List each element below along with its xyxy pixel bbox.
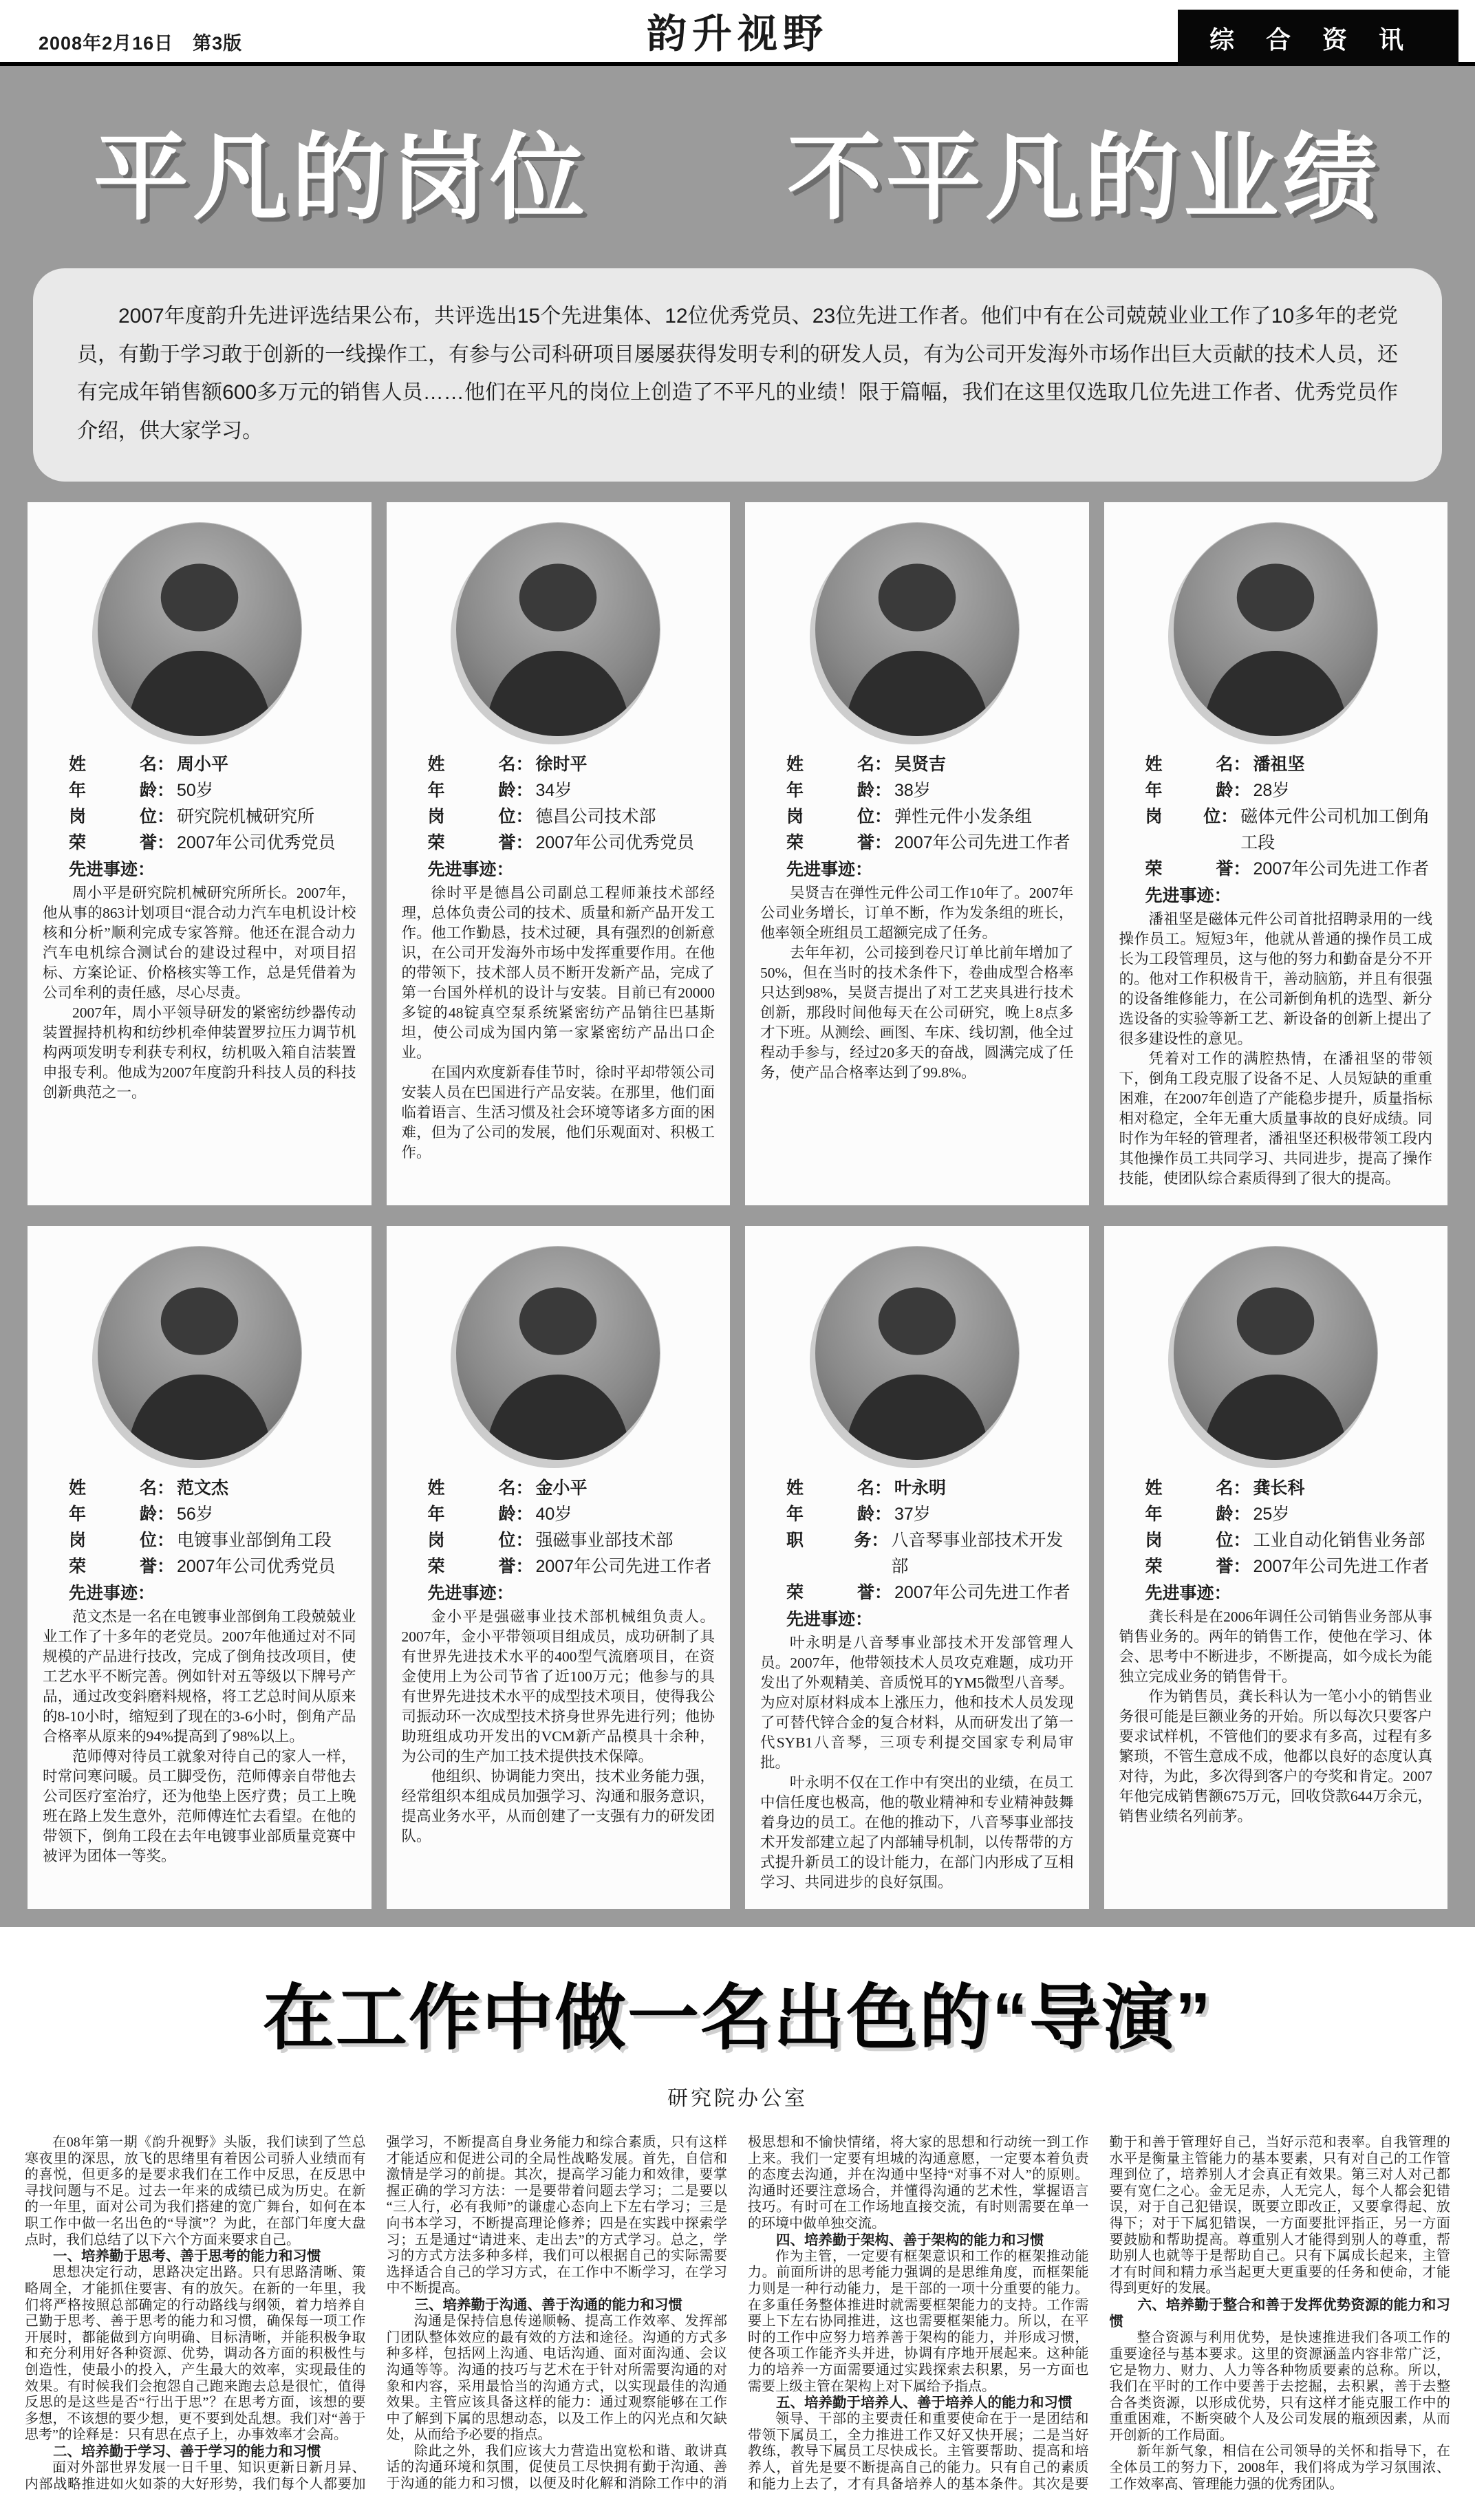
field-value: 2007年公司优秀党员 bbox=[535, 833, 695, 852]
profile-info-rows bbox=[402, 751, 715, 856]
deeds-paragraph: 吴贤吉在弹性元件公司工作10年了。2007年公司业务增长，订单不断，作为发条组的班长，他率领全班组员工超额完成了任务。 bbox=[760, 885, 1074, 941]
field-value: 34岁 bbox=[535, 781, 572, 800]
article-section-heading: 四、培养勤于架构、善于架构的能力和习惯 bbox=[776, 2232, 1044, 2248]
portrait-frame bbox=[1174, 1247, 1377, 1460]
deeds-paragraphs bbox=[402, 883, 715, 1163]
profile-info-row bbox=[428, 751, 715, 777]
field-colon: ： bbox=[515, 1531, 533, 1550]
deeds-paragraph: 去年年初，公司接到卷尺订单比前年增加了50%，但在当时的技术条件下，卷曲成型合格率只达到98%，吴贤吉提出了对工艺夹具进行技术创新，那段时间他每天在公司研究，晚上8点多才下班。从测绘、画图、车床、线切割，他全过程动手参与，经过20多天的奋战，圆满完成了任务，使产品合格率达到了99.8%。 bbox=[760, 945, 1074, 1081]
field-label: 年 龄 bbox=[786, 1505, 874, 1524]
profile-info-row bbox=[1145, 1553, 1433, 1580]
field-label: 姓 名 bbox=[69, 755, 157, 774]
field-colon: ： bbox=[1233, 1531, 1251, 1550]
portrait-photo bbox=[1174, 523, 1377, 736]
portrait-photo bbox=[456, 1247, 660, 1460]
portrait-photo bbox=[1174, 1247, 1377, 1460]
profile-card bbox=[745, 1226, 1089, 1909]
profile-card bbox=[387, 1226, 731, 1909]
field-value: 磁体元件公司机加工倒角工段 bbox=[1240, 807, 1430, 852]
article-paragraph: 整合资源与利用优势，是快速推进我们各项工作的重要途径与基本要求。这里的资源涵盖内容非常广泛，它是物力、财力、人力等各种物质要素的总称。所以，我们在平时的工作中要善于去挖掘，去积累，善于去整合各类资源，以形成优势，只有这样才能克服工作中的重重困难，不断突破个人及公司发展的瓶颈因素，从而开创新的工作局面。 bbox=[1109, 2330, 1450, 2443]
profile-info-row bbox=[1145, 1475, 1433, 1501]
profile-info-row bbox=[786, 830, 1074, 856]
field-label: 岗 位 bbox=[427, 1531, 516, 1550]
profile-info-rows bbox=[43, 751, 356, 856]
portrait-frame bbox=[815, 523, 1019, 736]
field-colon: ： bbox=[515, 1557, 533, 1576]
profile-info-row bbox=[786, 1501, 1074, 1527]
portrait-frame bbox=[456, 1247, 660, 1460]
deeds-label: 先进事迹： bbox=[69, 860, 155, 879]
field-colon: ： bbox=[157, 1505, 175, 1524]
deeds-paragraphs bbox=[402, 1607, 715, 1846]
deeds-paragraphs bbox=[1119, 1607, 1433, 1827]
field-label: 荣 誉 bbox=[69, 833, 157, 852]
deeds-label: 先进事迹： bbox=[786, 1610, 873, 1629]
field-colon: ： bbox=[874, 1478, 892, 1498]
profile-card bbox=[387, 502, 731, 1205]
main-headline: 平凡的岗位 不平凡的业绩 bbox=[93, 125, 1381, 231]
field-colon: ： bbox=[157, 1531, 175, 1550]
field-colon: ： bbox=[157, 1478, 175, 1498]
field-colon: ： bbox=[157, 755, 175, 774]
field-value: 研究院机械研究所 bbox=[177, 807, 315, 826]
article-paragraph: 除此之外，我们应该大力营造出宽松和谐、敢讲真话的沟通环境和氛围，促使员工尽快拥有勤于沟通、善于沟通的能力和习惯，以便及时化解和消除工作中的消极思想和不愉快情绪，将大家的思想和行动统一到工作上来。我们一定要有坦城的沟通意愿，一定要本着负责的态度去沟通，并在沟通中坚持“对事不对人”的原则。沟通时还要注意场合，并懂得沟通的艺术性，掌握语言技巧。有时可在工作场地直接交流，有时则需要在单一的环境中做单独交流。 bbox=[386, 2135, 1089, 2492]
field-colon: ： bbox=[1233, 755, 1251, 774]
article-section-heading: 五、培养勤于培养人、善于培养人的能力和习惯 bbox=[776, 2395, 1073, 2411]
field-value: 电镀事业部倒角工段 bbox=[177, 1531, 332, 1550]
field-label: 岗 位 bbox=[69, 807, 157, 826]
deeds-paragraph: 叶永明不仅在工作中有突出的业绩，在员工中信任度也极高，他的敬业精神和专业精神鼓舞着身边的员工。在他的推动下，八音琴事业部技术开发部建立起了内部辅导机制，以传帮带的方式提升新员工的设计能力，在部门内形成了互相学习、共同进步的良好氛围。 bbox=[760, 1774, 1074, 1891]
profile-info-rows bbox=[760, 751, 1074, 856]
field-colon: ： bbox=[874, 781, 892, 800]
article-byline: 研究院办公室 bbox=[667, 2087, 808, 2110]
deeds-label: 先进事迹： bbox=[1145, 886, 1231, 905]
profile-info-row bbox=[428, 1553, 715, 1580]
profile-info-row bbox=[69, 1527, 356, 1553]
field-label: 岗 位 bbox=[1145, 807, 1221, 826]
person-silhouette-icon bbox=[98, 1247, 301, 1460]
masthead-title: 韵升视野 bbox=[646, 12, 828, 56]
field-label: 年 龄 bbox=[427, 781, 516, 800]
profile-info-row bbox=[1145, 777, 1433, 804]
deeds-paragraph: 凭着对工作的满腔热情，在潘祖坚的带领下，倒角工段克服了设备不足、人员短缺的重重困难，在2007年创造了产能稳步提升，质量指标相对稳定，全年无重大质量事故的良好成绩。同时作为年轻的管理者，潘祖坚还积极带领工段内其他操作员工共同学习、共同进步，提高了操作技能，使团队综合素质得到了很大的提高。 bbox=[1119, 1051, 1432, 1187]
gray-band bbox=[0, 66, 1475, 1927]
field-label: 岗 位 bbox=[69, 1531, 157, 1550]
article-section-heading: 一、培养勤于思考、善于思考的能力和习惯 bbox=[53, 2248, 321, 2265]
field-colon: ： bbox=[515, 1505, 533, 1524]
field-colon: ： bbox=[157, 807, 175, 826]
field-colon: ： bbox=[1220, 807, 1238, 826]
field-colon: ： bbox=[1233, 1478, 1251, 1498]
profile-info-row bbox=[786, 777, 1074, 804]
person-silhouette-icon bbox=[815, 523, 1019, 736]
field-value: 强磁事业部技术部 bbox=[535, 1531, 674, 1550]
profile-info-rows bbox=[760, 1475, 1074, 1606]
field-label: 年 龄 bbox=[1145, 1505, 1234, 1524]
deeds-paragraph: 范师傅对待员工就象对待自己的家人一样，时常问寒问暖。员工脚受伤，范师傅亲自带他去公司医疗室治疗，还为他垫上医疗费；员工上晚班在路上发生意外，范师傅连忙去看望。在他的带领下，倒角工段在去年电镀事业部质量竞赛中被评为团体一等奖。 bbox=[43, 1748, 356, 1864]
field-label: 姓 名 bbox=[1145, 1478, 1234, 1498]
profile-card bbox=[1104, 502, 1448, 1205]
profile-card bbox=[28, 1226, 372, 1909]
field-label: 姓 名 bbox=[427, 755, 516, 774]
field-value: 2007年公司先进工作者 bbox=[1253, 859, 1430, 879]
portrait-photo bbox=[456, 523, 660, 736]
profile-info-row bbox=[428, 830, 715, 856]
profile-info-row bbox=[69, 804, 356, 830]
field-label: 姓 名 bbox=[427, 1478, 516, 1498]
field-colon: ： bbox=[515, 1478, 533, 1498]
deeds-paragraph: 作为销售员，龚长科认为一笔小小的销售业务很可能是巨额业务的开始。所以每次只要客户要求试样机，不管他们的要求有多高，过程有多繁琐，不管生意成不成，他都以良好的态度认真对待，为此，多次得到客户的夸奖和肯定。2007年他完成销售额675万元，回收贷款644万余元，销售业绩名列前茅。 bbox=[1119, 1688, 1432, 1824]
deeds-label: 先进事迹： bbox=[69, 1584, 155, 1603]
field-colon: ： bbox=[157, 1557, 175, 1576]
field-label: 荣 誉 bbox=[1145, 1557, 1234, 1576]
field-colon: ： bbox=[515, 755, 533, 774]
profile-info-rows bbox=[43, 1475, 356, 1580]
profiles-grid bbox=[0, 502, 1475, 1909]
profile-info-row bbox=[428, 1527, 715, 1553]
field-value: 50岁 bbox=[177, 781, 213, 800]
field-value: 潘祖坚 bbox=[1253, 755, 1305, 774]
article-paragraph: 在08年第一期《韵升视野》头版，我们读到了竺总寒夜里的深思，放飞的思绪里有着因公司骄人业绩而有的喜悦，但更多的是要求我们在工作中反思，在反思中寻找问题与不足。过去一年来的成绩已成为历史。在新的一年里，面对公司为我们搭建的宽广舞台，如何在本职工作中做一名出色的“导演”？为此，在部门年度大盘点时，我们总结了以下六个方面来要求自己。 bbox=[25, 2135, 366, 2248]
profile-info-row bbox=[69, 751, 356, 777]
profile-info-row bbox=[69, 830, 356, 856]
profile-card bbox=[28, 502, 372, 1205]
article-columns bbox=[25, 2135, 1450, 2492]
deeds-paragraph: 潘祖坚是磁体元件公司首批招聘录用的一线操作员工。短短3年，他就从普通的操作员工成长为工段管理员，这与他的努力和勤奋是分不开的。他对工作积极肯干，善动脑筋，并且有很强的设备维修能力，在公司新倒角机的选型、新分选设备的实验等新工艺、新设备的创新上提出了很多建设性的意见。 bbox=[1119, 911, 1432, 1047]
field-value: 龚长科 bbox=[1253, 1478, 1305, 1498]
profile-info-row bbox=[428, 1501, 715, 1527]
field-value: 37岁 bbox=[894, 1505, 931, 1524]
intro-paragraph: 2007年度韵升先进评选结果公布，共评选出15个先进集体、12位优秀党员、23位先进工作者。他们中有在公司兢兢业业工作了10多年的老党员，有勤于学习敢于创新的一线操作工，有参与公司科研项目屡屡获得发明专利的研发人员，有为公司开发海外市场作出巨大贡献的技术人员，还有完成年销售额600多万元的销售人员……他们在平凡的岗位上创造了不平凡的业绩！限于篇幅，我们在这里仅选取几位先进工作者、优秀党员作介绍，供大家学习。 bbox=[33, 268, 1442, 482]
field-colon: ： bbox=[157, 781, 175, 800]
page-header bbox=[0, 0, 1475, 66]
field-label: 姓 名 bbox=[786, 755, 874, 774]
person-silhouette-icon bbox=[815, 1247, 1019, 1460]
field-colon: ： bbox=[1233, 781, 1251, 800]
field-colon: ： bbox=[1233, 1505, 1251, 1524]
field-label: 岗 位 bbox=[786, 807, 874, 826]
field-value: 2007年公司先进工作者 bbox=[894, 833, 1070, 852]
profile-info-rows bbox=[402, 1475, 715, 1580]
portrait-frame bbox=[815, 1247, 1019, 1460]
field-value: 56岁 bbox=[177, 1505, 213, 1524]
deeds-label: 先进事迹： bbox=[427, 860, 514, 879]
profile-info-rows bbox=[1119, 1475, 1433, 1580]
article-paragraph: 面对外部世界发展一日千里、知识更新日新月异、内部战略推进如火如荼的大好形势，我们每个人都要加强学习，不断提高自身业务能力和综合素质，只有这样才能适应和促进公司的全局性战略发展。首先，自信和激情是学习的前提。其次，提高学习能力和效律，要掌握正确的学习方法：一是要带着问题去学习；二是要以“三人行，必有我师”的谦虚心态向上下左右学习；三是向书本学习，不断提高理论修养；四是在实践中探索学习；五是通过“请进来、走出去”的方式学习。总之，学习的方式方法多种多样，我们可以根据自己的实际需要选择适合自己的学习方式，在工作中不断学习，在学习中不断提高。 bbox=[25, 2135, 727, 2492]
deeds-label: 先进事迹： bbox=[1145, 1584, 1231, 1603]
portrait-photo bbox=[815, 1247, 1019, 1460]
deeds-paragraphs bbox=[43, 883, 356, 1103]
profile-card bbox=[745, 502, 1089, 1205]
field-colon: ： bbox=[874, 807, 892, 826]
portrait-frame bbox=[98, 1247, 301, 1460]
profile-info-row bbox=[1145, 1501, 1433, 1527]
field-label: 荣 誉 bbox=[786, 833, 874, 852]
portrait-photo bbox=[98, 523, 301, 736]
person-silhouette-icon bbox=[456, 523, 660, 736]
deeds-paragraph: 金小平是强磁事业技术部机械组负责人。2007年，金小平带领项目组成员，成功研制了具有世界先进技术水平的400型气流磨项目，在资金使用上为公司节省了近100万元；他参与的具有世界先进技术水平的成型技术项目，使得我公司振动环一次成型技术挤身世界先进行列；他协助班组成功开发出的VCM新产品模具十余种，为公司的生产加工技术提供技术保障。 bbox=[401, 1608, 715, 1765]
portrait-frame bbox=[1174, 523, 1377, 736]
field-value: 徐时平 bbox=[535, 755, 588, 774]
field-value: 2007年公司先进工作者 bbox=[535, 1557, 712, 1576]
field-label: 姓 名 bbox=[1145, 755, 1234, 774]
profile-info-rows bbox=[1119, 751, 1433, 882]
profile-info-row bbox=[786, 804, 1074, 830]
field-value: 吴贤吉 bbox=[894, 755, 947, 774]
field-colon: ： bbox=[874, 1505, 892, 1524]
profile-info-row bbox=[69, 1553, 356, 1580]
field-value: 40岁 bbox=[535, 1505, 572, 1524]
field-label: 职 务 bbox=[786, 1531, 872, 1550]
field-label: 岗 位 bbox=[1145, 1531, 1234, 1550]
profile-info-row bbox=[69, 777, 356, 804]
field-colon: ： bbox=[1233, 859, 1251, 879]
person-silhouette-icon bbox=[1174, 523, 1377, 736]
field-value: 28岁 bbox=[1253, 781, 1290, 800]
field-value: 工业自动化销售业务部 bbox=[1253, 1531, 1425, 1550]
profile-info-row bbox=[69, 1501, 356, 1527]
field-value: 范文杰 bbox=[177, 1478, 229, 1498]
deeds-paragraphs bbox=[1119, 909, 1433, 1189]
field-label: 年 龄 bbox=[69, 781, 157, 800]
field-label: 年 龄 bbox=[427, 1505, 516, 1524]
article-paragraph: 领导、干部的主要责任和重要使命在于一是团结和带领下属员工，全力推进工作又好又快开展；二是当好教练，教导下属员工尽快成长。主管要帮助、提高和培养人，首先是要不断提高自己的能力。只有自己的素质和能力上去了，才有具备培养人的基本条件。其次是要勤于和善于管理好自己，当好示范和表率。自我管理的水平是衡量主管能力的基本要素，只有对自己的工作管理到位了，培养别人才会真正有效果。第三对人对己都要有宽仁之心。金无足赤，人无完人，每个人都会犯错误，对于自己犯错误，既要立即改正，又要拿得起、放得下；对于下属犯错误，一方面要批评指正，另一方面要鼓励和帮助提高。尊重别人才能得到别人的尊重，帮助别人也就等于是帮助自己。只有下属成长起来，主管才有时间和精力承当起更大更重要的任务和使命，才能得到更好的发展。 bbox=[748, 2135, 1450, 2492]
portrait-frame bbox=[98, 523, 301, 736]
portrait-photo bbox=[98, 1247, 301, 1460]
field-value: 2007年公司先进工作者 bbox=[894, 1583, 1070, 1602]
profile-info-row bbox=[69, 1475, 356, 1501]
field-value: 2007年公司优秀党员 bbox=[177, 833, 336, 852]
deeds-paragraphs bbox=[760, 883, 1074, 1083]
field-label: 年 龄 bbox=[1145, 781, 1234, 800]
field-colon: ： bbox=[871, 1531, 889, 1550]
portrait-photo bbox=[815, 523, 1019, 736]
section-label: 综合资讯 bbox=[1178, 10, 1458, 66]
deeds-paragraph: 周小平是研究院机械研究所所长。2007年，他从事的863计划项目“混合动力汽车电机设计校核和分析”顺利完成专家答辩。他还在混合动力汽车电机综合测试台的建设过程中，对项目招标、方案论证、价格核实等工作，总是凭借着为公司牟利的责任感，尽心尽责。 bbox=[43, 885, 356, 1001]
field-value: 周小平 bbox=[177, 755, 229, 774]
field-colon: ： bbox=[1233, 1557, 1251, 1576]
field-value: 2007年公司先进工作者 bbox=[1253, 1557, 1430, 1576]
field-label: 荣 誉 bbox=[69, 1557, 157, 1576]
field-label: 姓 名 bbox=[69, 1478, 157, 1498]
field-label: 荣 誉 bbox=[427, 833, 516, 852]
deeds-paragraph: 叶永明是八音琴事业部技术开发部管理人员。2007年，他带领技术人员攻克难题，成功开发出了外观精美、音质悦耳的YM5微型八音琴。为应对原材料成本上涨压力，他和技术人员发现了可替代锌合金的复合材料，从而研发出了第一代SYB1八音琴，三项专利提交国家专利局审批。 bbox=[760, 1635, 1074, 1771]
article-paragraph: 作为主管，一定要有框架意识和工作的框架推动能力。前面所讲的思考能力强调的是思维角度，而框架能力则是一种行动能力，是干部的一项十分重要的能力。在多重任务整体推进时就需要框架能力的支持。工作需要上下左右协同推进，这也需要框架能力。所以，在平时的工作中应努力培养善于架构的能力，并形成习惯，使各项工作能齐头并进，协调有序地开展起来。这种能力的培养一方面需要通过实践探索去积累，另一方面也需要上级主管在架构上对下属给予指点。 bbox=[748, 2248, 1089, 2394]
profile-card bbox=[1104, 1226, 1448, 1909]
field-label: 荣 誉 bbox=[1145, 859, 1234, 879]
field-label: 荣 誉 bbox=[786, 1583, 874, 1602]
article-paragraph: 沟通是保持信息传递顺畅、提高工作效率、发挥部门团队整体效应的最有效的方法和途径。沟通的方式多种多样，包括网上沟通、电话沟通、面对面沟通、会议沟通等等。沟通的技巧与艺术在于针对所需要沟通的对象和内容，采用最恰当的沟通方式，以实现最佳的沟通效果。主管应该具备这样的能力：通过观察能够在工作中了解到下属的思想动态，以及工作上的闪光点和欠缺处，从而给予必要的指点。 bbox=[386, 2314, 727, 2443]
field-colon: ： bbox=[515, 807, 533, 826]
profile-info-row bbox=[1145, 856, 1433, 882]
deeds-paragraphs bbox=[760, 1633, 1074, 1893]
field-value: 弹性元件小发条组 bbox=[894, 807, 1033, 826]
field-label: 荣 誉 bbox=[427, 1557, 516, 1576]
field-label: 姓 名 bbox=[786, 1478, 874, 1498]
article-paragraph: 思想决定行动，思路决定出路。只有思路清晰、策略周全，才能抓住要害、有的放矢。在新的一年里，我们将严格按照总部确定的行动路线与纲领，着力培养自己勤于思考、善于思考的能力和习惯，确保每一项工作开展时，都能做到方向明确、目标清晰，并能积极争取和充分利用好各种资源、优势，调动各方面的积极性与创造性，使最小的投入，产生最大的效率，实现最佳的效果。有时候我们会抱怨自己跑来跑去总是很忙，值得反思的是这些是否“行出于思”？在思考方面，该想的要多想，不该想的要少想，更不要到处乱想。我们对“善于思考”的诠释是：只有思在点子上，办事效率才会高。 bbox=[25, 2265, 366, 2443]
field-label: 年 龄 bbox=[69, 1505, 157, 1524]
article-section-heading: 六、培养勤于整合和善于发挥优势资源的能力和习惯 bbox=[1109, 2296, 1450, 2330]
profile-info-row bbox=[786, 751, 1074, 777]
issue-date: 2008年2月16日 第3版 bbox=[39, 33, 243, 54]
deeds-label: 先进事迹： bbox=[786, 860, 873, 879]
deeds-paragraphs bbox=[43, 1607, 356, 1866]
deeds-paragraph: 2007年，周小平领导研发的紧密纺纱器传动装置握持机构和纺纱机牵伸装置罗拉压力调节机构两项发明专利获专利权，纺机吸入箱自洁装置申报专利。他成为2007年度韵升科技人员的科技创新典范之一。 bbox=[43, 1004, 356, 1101]
field-label: 年 龄 bbox=[786, 781, 874, 800]
field-value: 德昌公司技术部 bbox=[535, 807, 656, 826]
deeds-paragraph: 范文杰是一名在电镀事业部倒角工段兢兢业业工作了十多年的老党员。2007年他通过对不同规模的产品进行技改，完成了倒角技改项目，使工艺水平不断完善。例如针对五等级以下牌号产品，通过改变斜磨料规格，将工艺总时间从原来的8-10小时，缩短到了现在的3-6小时，倒角产品合格率从原来的94%提高到了98%以上。 bbox=[43, 1608, 356, 1745]
deeds-paragraph: 在国内欢度新春佳节时，徐时平却带领公司安装人员在巴国进行产品安装。在那里，他们面临着语言、生活习惯及社会环境等诸多方面的困难，但为了公司的发展，他们乐观面对、积极工作。 bbox=[401, 1064, 715, 1161]
profile-info-row bbox=[786, 1527, 1074, 1580]
profile-info-row bbox=[428, 804, 715, 830]
deeds-paragraph: 他组织、协调能力突出，技术业务能力强，经常组织本组成员加强学习、沟通和服务意识，提高业务水平，从而创建了一支强有力的研发团队。 bbox=[401, 1768, 715, 1844]
field-colon: ： bbox=[874, 833, 892, 852]
field-colon: ： bbox=[874, 1583, 892, 1602]
field-colon: ： bbox=[157, 833, 175, 852]
bottom-article bbox=[0, 1927, 1475, 2520]
profile-info-row bbox=[1145, 1527, 1433, 1553]
profile-info-row bbox=[428, 1475, 715, 1501]
field-value: 叶永明 bbox=[894, 1478, 947, 1498]
field-value: 2007年公司优秀党员 bbox=[177, 1557, 336, 1576]
profile-info-row bbox=[428, 777, 715, 804]
deeds-paragraph: 龚长科是在2006年调任公司销售业务部从事销售业务的。两年的销售工作，使他在学习、体会、思考中不断进步，不断提高，如今成长为能独立完成业务的销售骨干。 bbox=[1119, 1608, 1432, 1685]
person-silhouette-icon bbox=[456, 1247, 660, 1460]
profile-info-row bbox=[1145, 804, 1433, 856]
profile-info-row bbox=[786, 1580, 1074, 1606]
person-silhouette-icon bbox=[1174, 1247, 1377, 1460]
article-section-heading: 三、培养勤于沟通、善于沟通的能力和习惯 bbox=[414, 2296, 682, 2313]
field-value: 25岁 bbox=[1253, 1505, 1290, 1524]
field-value: 八音琴事业部技术开发部 bbox=[891, 1531, 1064, 1576]
field-colon: ： bbox=[515, 833, 533, 852]
person-silhouette-icon bbox=[98, 523, 301, 736]
portrait-frame bbox=[456, 523, 660, 736]
field-colon: ： bbox=[515, 781, 533, 800]
profile-info-row bbox=[1145, 751, 1433, 777]
field-label: 岗 位 bbox=[427, 807, 516, 826]
field-value: 38岁 bbox=[894, 781, 931, 800]
deeds-label: 先进事迹： bbox=[427, 1584, 514, 1603]
article-section-heading: 二、培养勤于学习、善于学习的能力和习惯 bbox=[53, 2443, 321, 2459]
profile-info-row bbox=[786, 1475, 1074, 1501]
field-value: 金小平 bbox=[535, 1478, 588, 1498]
deeds-paragraph: 徐时平是德昌公司副总工程师兼技术部经理，总体负责公司的技术、质量和新产品开发工作。他工作勤恳，技术过硬，具有强烈的创新意识，在公司开发海外市场中发挥重要作用。在他的带领下，技术部人员不断开发新产品，完成了第一台国外样机的设计与安装。目前已有20000多锭的48锭真空泵系统紧密纺产品销往巴基斯坦，使公司成为国内第一家紧密纺产品出口企业。 bbox=[401, 885, 715, 1061]
article-title: 在工作中做一名出色的“导演” bbox=[262, 1979, 1212, 2058]
field-colon: ： bbox=[874, 755, 892, 774]
article-paragraph: 新年新气象，相信在公司领导的关怀和指导下，在全体员工的努力下，2008年，我们将成为学习氛围浓、工作效率高、管理能力强的优秀团队。 bbox=[1109, 2444, 1450, 2492]
